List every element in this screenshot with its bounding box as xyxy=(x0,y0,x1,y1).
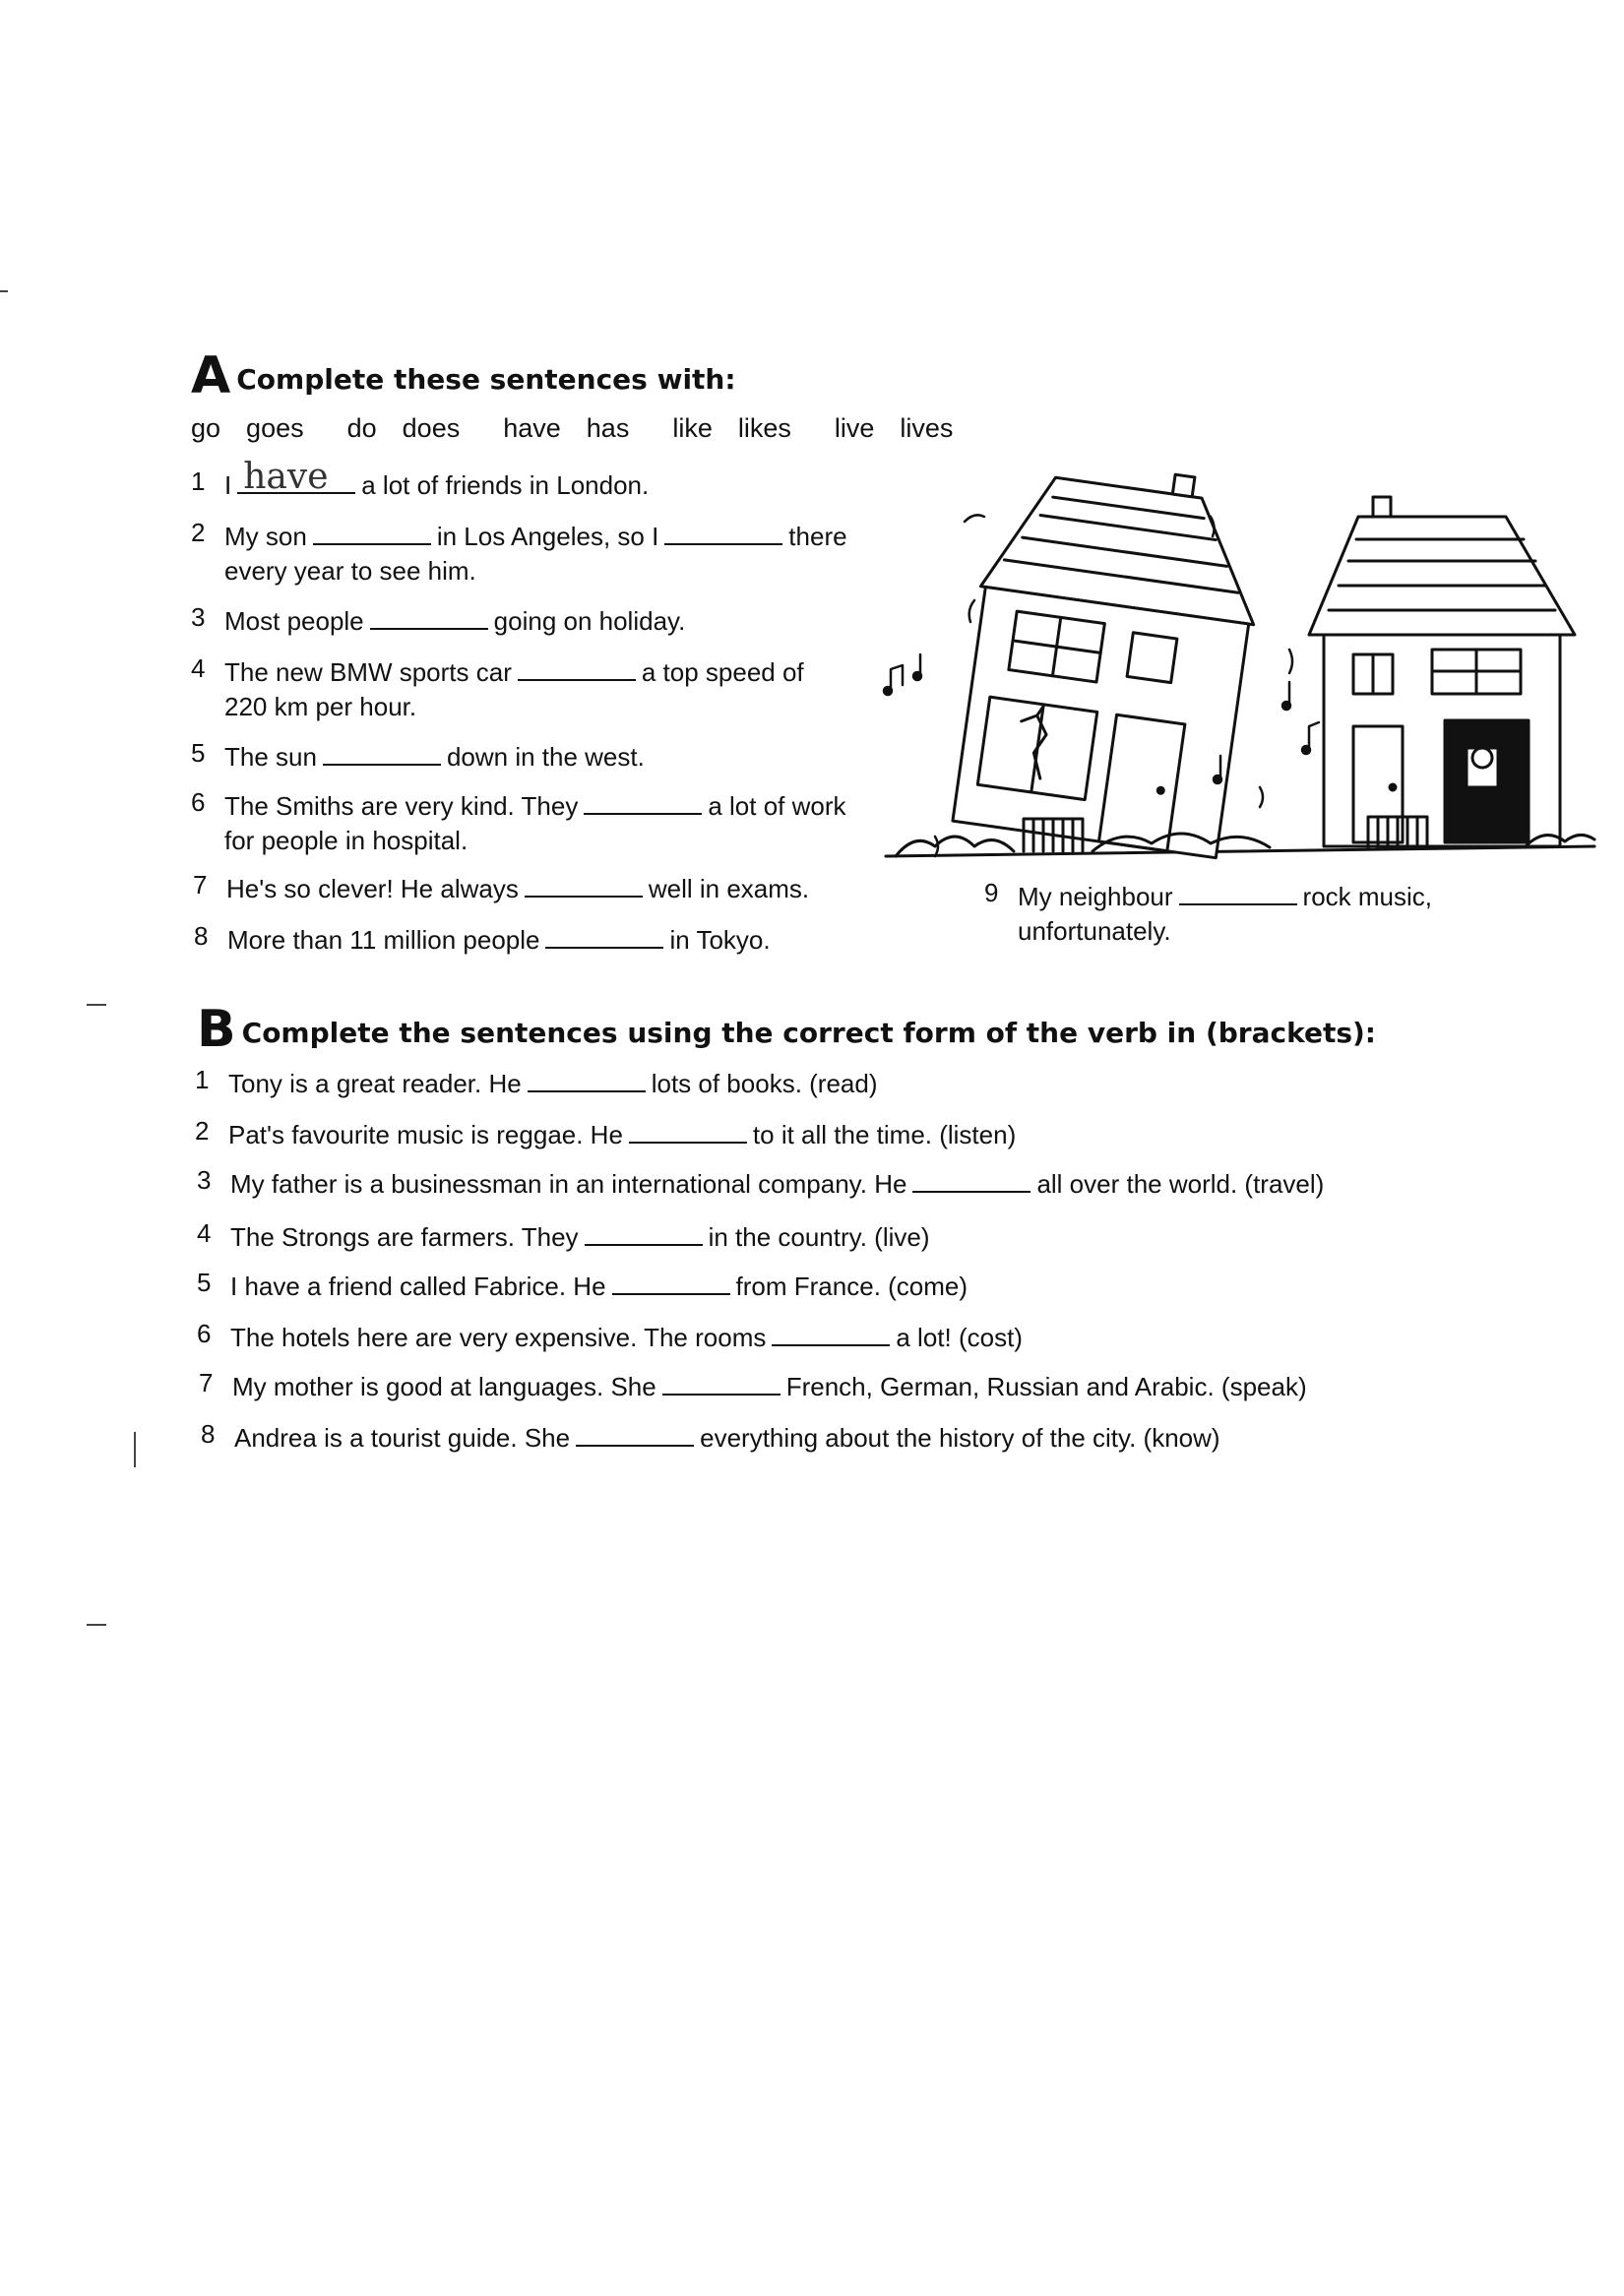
exercise-b-item-5 xyxy=(197,1266,968,1304)
section-b-title: Complete the sentences using the correct form of the verb in (brackets): xyxy=(241,1017,1377,1049)
item-number: 3 xyxy=(191,602,206,632)
item-text: Most people xyxy=(224,606,364,636)
scan-mark xyxy=(134,1432,136,1467)
word-bank-item: have xyxy=(503,413,561,443)
item-text: My father is a businessman in an international company. He xyxy=(230,1169,907,1199)
exercise-a-item-6 xyxy=(191,785,846,858)
item-number: 4 xyxy=(197,1218,212,1248)
item-text: a lot of work xyxy=(708,791,846,821)
exercise-b-item-8 xyxy=(201,1417,1220,1456)
item-text: The Smiths are very kind. They xyxy=(224,791,579,821)
exercise-b-item-7 xyxy=(199,1366,1307,1404)
answer-blank[interactable] xyxy=(612,1266,730,1295)
item-number: 1 xyxy=(191,466,206,496)
answer-blank[interactable] xyxy=(323,736,441,766)
item-text: Andrea is a tourist guide. She xyxy=(234,1423,571,1453)
item-number: 1 xyxy=(195,1065,210,1094)
item-text: well in exams. xyxy=(648,874,810,903)
item-number: 2 xyxy=(191,518,206,547)
item-text: down in the west. xyxy=(446,742,645,772)
item-text: in Los Angeles, so I xyxy=(436,522,659,551)
exercise-a-item-4 xyxy=(191,652,804,724)
item-number: 5 xyxy=(197,1268,212,1297)
word-bank xyxy=(191,413,978,444)
item-text: Tony is a great reader. He xyxy=(228,1069,522,1098)
item-text: The sun xyxy=(224,742,317,772)
item-text: going on holiday. xyxy=(493,606,686,636)
word-bank-item: does xyxy=(402,413,461,443)
item-number: 5 xyxy=(191,738,206,768)
item-text: More than 11 million people xyxy=(227,925,540,955)
item-text: all over the world. (travel) xyxy=(1036,1169,1325,1199)
exercise-b-item-2 xyxy=(195,1114,1017,1152)
section-b-heading xyxy=(197,1000,1376,1059)
answer-blank[interactable] xyxy=(370,600,488,630)
answer-blank[interactable] xyxy=(629,1114,747,1144)
section-a-heading xyxy=(191,346,736,405)
item-text: to it all the time. (listen) xyxy=(752,1120,1017,1149)
shaking-house-illustration xyxy=(876,463,1604,866)
answer-blank[interactable] xyxy=(525,868,643,898)
answer-blank[interactable] xyxy=(518,652,636,681)
scan-mark xyxy=(87,1624,106,1626)
answer-blank[interactable] xyxy=(313,516,431,545)
exercise-a-item-9 xyxy=(984,876,1433,949)
word-bank-item: live xyxy=(834,413,875,443)
answer-blank[interactable] xyxy=(664,516,782,545)
item-number: 7 xyxy=(193,870,208,900)
exercise-a-item-7 xyxy=(193,868,810,906)
item-text: The Strongs are farmers. They xyxy=(230,1222,579,1252)
item-text: He's so clever! He always xyxy=(226,874,519,903)
answer-blank[interactable] xyxy=(237,457,355,497)
item-text: lots of books. (read) xyxy=(651,1069,878,1098)
section-b-letter: B xyxy=(197,1000,236,1059)
exercise-a-item-3 xyxy=(191,600,686,639)
answer-blank[interactable] xyxy=(912,1163,1031,1193)
answer-blank[interactable] xyxy=(772,1317,890,1346)
word-bank-item: go xyxy=(191,413,221,443)
word-bank-item: lives xyxy=(900,413,954,443)
item-text: a lot of friends in London. xyxy=(361,470,650,500)
item-text: everything about the history of the city. (know) xyxy=(700,1423,1220,1453)
answer-blank[interactable] xyxy=(576,1417,694,1447)
item-text: My mother is good at languages. She xyxy=(232,1372,656,1401)
item-number: 8 xyxy=(194,921,209,951)
item-text-line2: for people in hospital. xyxy=(224,826,468,855)
exercise-b-item-3 xyxy=(197,1163,1325,1202)
item-text: I xyxy=(224,470,232,500)
item-text: in the country. (live) xyxy=(708,1222,930,1252)
section-a-title: Complete these sentences with: xyxy=(236,363,736,396)
item-number: 4 xyxy=(191,653,206,683)
exercise-a-item-1 xyxy=(191,457,650,503)
answer-blank[interactable] xyxy=(662,1366,781,1396)
exercise-b-item-6 xyxy=(197,1317,1023,1355)
answer-blank[interactable] xyxy=(1179,876,1297,905)
item-text: from France. (come) xyxy=(735,1272,968,1301)
exercise-a-item-5 xyxy=(191,736,645,775)
answer-blank[interactable] xyxy=(528,1063,646,1092)
item-number: 6 xyxy=(191,787,206,817)
item-text: The hotels here are very expensive. The rooms xyxy=(230,1323,767,1352)
item-text: a lot! (cost) xyxy=(896,1323,1023,1352)
word-bank-item: likes xyxy=(737,413,791,443)
answer-blank[interactable] xyxy=(585,1216,703,1246)
exercise-b-item-4 xyxy=(197,1216,930,1255)
item-text-line2: 220 km per hour. xyxy=(224,692,417,721)
answer-blank[interactable] xyxy=(584,785,702,815)
word-bank-item: has xyxy=(586,413,630,443)
item-text: I have a friend called Fabrice. He xyxy=(230,1272,606,1301)
section-a-letter: A xyxy=(191,346,231,405)
exercise-a-item-2 xyxy=(191,516,847,589)
item-number: 2 xyxy=(195,1116,210,1146)
handwritten-answer: have xyxy=(243,457,329,497)
item-text: My neighbour xyxy=(1018,882,1173,911)
item-text: Pat's favourite music is reggae. He xyxy=(228,1120,623,1149)
word-bank-item: goes xyxy=(246,413,304,443)
item-text: My son xyxy=(224,522,307,551)
item-number: 7 xyxy=(199,1368,214,1397)
item-text: there xyxy=(788,522,847,551)
scan-mark xyxy=(87,1004,106,1006)
answer-blank[interactable] xyxy=(545,919,663,949)
word-bank-item: do xyxy=(346,413,377,443)
scan-mark xyxy=(0,290,8,292)
item-text-line2: unfortunately. xyxy=(1018,916,1171,946)
item-text: The new BMW sports car xyxy=(224,657,512,687)
item-text-line2: every year to see him. xyxy=(224,556,476,586)
word-bank-item: like xyxy=(672,413,713,443)
item-text: a top speed of xyxy=(641,657,804,687)
item-number: 3 xyxy=(197,1165,212,1195)
item-number: 6 xyxy=(197,1319,212,1348)
item-number: 9 xyxy=(984,878,999,907)
exercise-a-item-8 xyxy=(194,919,771,958)
exercise-b-item-1 xyxy=(195,1063,878,1101)
item-number: 8 xyxy=(201,1419,216,1449)
item-text: French, German, Russian and Arabic. (speak) xyxy=(785,1372,1307,1401)
item-text: in Tokyo. xyxy=(669,925,771,955)
item-text: rock music, xyxy=(1302,882,1433,911)
